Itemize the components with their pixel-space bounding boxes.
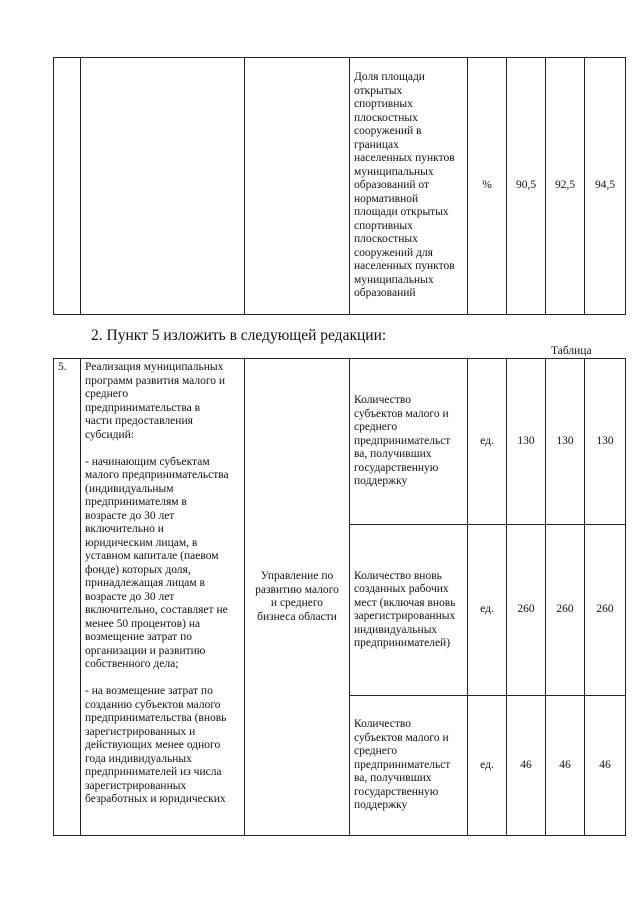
value-cell: 94,5 [585, 58, 626, 315]
value-cell: 92,5 [546, 58, 585, 315]
num-cell [54, 58, 81, 315]
executor-cell [245, 58, 350, 315]
indicator-cell: Количество вновь созданных рабочих мест (включая вновь зарегистрированных индивидуальных предпринимателей) [350, 525, 468, 696]
value-cell: 46 [546, 696, 585, 836]
unit-cell: % [468, 58, 507, 315]
section-heading: 2. Пункт 5 изложить в следующей редакции: [91, 327, 387, 344]
value-cell: 260 [507, 525, 546, 696]
executor-cell: Управление по развитию малого и среднего бизнеса области [245, 359, 350, 836]
value-cell: 130 [507, 359, 546, 525]
main-table [53, 358, 626, 836]
indicator-cell: Количество субъектов малого и среднего предпринимательст ва, получивших государственную поддержку [350, 696, 468, 836]
indicator-cell: Количество субъектов малого и среднего предпринимательст ва, получивших государственную поддержку [350, 359, 468, 525]
value-cell: 130 [585, 359, 626, 525]
table-caption: Таблица [551, 345, 592, 357]
unit-cell: ед. [468, 696, 507, 836]
table-row [54, 359, 626, 525]
table-row [54, 58, 626, 315]
measure-cell: Реализация муниципальных программ развития малого и среднего предпринимательства в части предоставления субсидий: - начинающим субъектам малого предпринимательства (индивидуальным предпринимателям в возрасте до 30 лет включительно и юридическим лицам, в уставном капитале (паевом фонде) которых доля, принадлежащая лицам в возрасте до 30 лет включительно, составляет не менее 50 процентов) на возмещение затрат по организации и развитию собственного дела; - на возмещение затрат по созданию субъектов малого предпринимательства (вновь зарегистрированных и действующих менее одного года индивидуальных предпринимателей из числа зарегистрированных безработных и юридических [81, 359, 245, 836]
unit-cell: ед. [468, 525, 507, 696]
indicator-cell: Доля площади открытых спортивных плоскостных сооружений в границах населенных пунктов муниципальных образований от нормативной площади открытых спортивных плоскостных сооружений для населенных пунктов муниципальных образований [350, 58, 468, 315]
value-cell: 90,5 [507, 58, 546, 315]
value-cell: 46 [585, 696, 626, 836]
value-cell: 130 [546, 359, 585, 525]
unit-cell: ед. [468, 359, 507, 525]
value-cell: 46 [507, 696, 546, 836]
measure-cell [81, 58, 245, 315]
value-cell: 260 [585, 525, 626, 696]
value-cell: 260 [546, 525, 585, 696]
continuation-table [53, 57, 626, 315]
num-cell: 5. [54, 359, 81, 836]
